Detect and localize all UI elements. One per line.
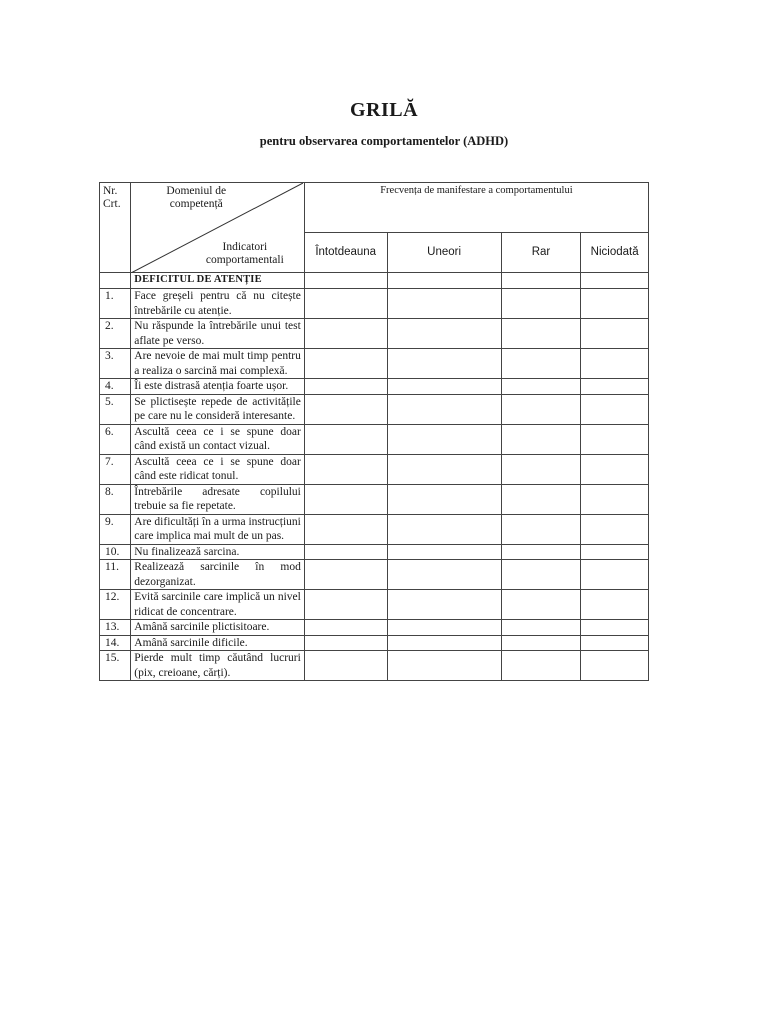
response-cell[interactable] xyxy=(387,273,501,289)
response-cell[interactable] xyxy=(501,560,581,590)
response-cell[interactable] xyxy=(304,635,387,651)
row-number: 7. xyxy=(100,454,131,484)
response-cell[interactable] xyxy=(581,620,649,636)
table-row xyxy=(100,349,649,379)
frequency-column-header: Uneori xyxy=(387,233,501,273)
behavior-indicator: Evită sarcinile care implică un nivel ridicat de concentrare. xyxy=(131,590,305,620)
response-cell[interactable] xyxy=(501,289,581,319)
response-cell[interactable] xyxy=(501,273,581,289)
response-cell[interactable] xyxy=(387,651,501,681)
response-cell[interactable] xyxy=(304,544,387,560)
domain-header: Domeniul de competență xyxy=(166,185,227,210)
response-cell[interactable] xyxy=(304,379,387,395)
response-cell[interactable] xyxy=(501,424,581,454)
row-number: 5. xyxy=(100,394,131,424)
table-row xyxy=(100,289,649,319)
response-cell[interactable] xyxy=(581,560,649,590)
row-number: 15. xyxy=(100,651,131,681)
table-row xyxy=(100,454,649,484)
table-row xyxy=(100,651,649,681)
response-cell[interactable] xyxy=(501,544,581,560)
frequency-column-header: Niciodată xyxy=(581,233,649,273)
section-row xyxy=(100,273,649,289)
response-cell[interactable] xyxy=(304,590,387,620)
response-cell[interactable] xyxy=(501,394,581,424)
row-number: 3. xyxy=(100,349,131,379)
behavior-indicator: Are nevoie de mai mult timp pentru a realiza o sarcină mai complexă. xyxy=(131,349,305,379)
frequency-column-header: Rar xyxy=(501,233,581,273)
response-cell[interactable] xyxy=(581,394,649,424)
response-cell[interactable] xyxy=(387,424,501,454)
response-cell[interactable] xyxy=(304,273,387,289)
row-number: 14. xyxy=(100,635,131,651)
response-cell[interactable] xyxy=(387,349,501,379)
response-cell[interactable] xyxy=(581,273,649,289)
response-cell[interactable] xyxy=(501,620,581,636)
response-cell[interactable] xyxy=(501,484,581,514)
behavior-indicator: Îi este distrasă atenția foarte ușor. xyxy=(131,379,305,395)
response-cell[interactable] xyxy=(304,620,387,636)
behavior-indicator: Întrebările adresate copilului trebuie sa fie repetate. xyxy=(131,484,305,514)
table-row xyxy=(100,635,649,651)
response-cell[interactable] xyxy=(581,635,649,651)
response-cell[interactable] xyxy=(304,651,387,681)
section-nr-cell xyxy=(100,273,131,289)
page-title: GRILĂ xyxy=(349,99,419,121)
response-cell[interactable] xyxy=(387,289,501,319)
response-cell[interactable] xyxy=(304,560,387,590)
response-cell[interactable] xyxy=(387,394,501,424)
observation-grid xyxy=(99,182,649,681)
behavior-indicator: Amână sarcinile dificile. xyxy=(131,635,305,651)
behavior-indicator: Se plictisește repede de activitățile pe care nu le consideră interesante. xyxy=(131,394,305,424)
response-cell[interactable] xyxy=(387,620,501,636)
row-number: 12. xyxy=(100,590,131,620)
response-cell[interactable] xyxy=(501,590,581,620)
response-cell[interactable] xyxy=(581,590,649,620)
response-cell[interactable] xyxy=(387,454,501,484)
table-row xyxy=(100,394,649,424)
table-row xyxy=(100,514,649,544)
table-row xyxy=(100,379,649,395)
row-number: 11. xyxy=(100,560,131,590)
response-cell[interactable] xyxy=(501,454,581,484)
table-row xyxy=(100,319,649,349)
response-cell[interactable] xyxy=(387,560,501,590)
response-cell[interactable] xyxy=(304,514,387,544)
row-number: 4. xyxy=(100,379,131,395)
behavior-indicator: Nu răspunde la întrebările unui test aflate pe verso. xyxy=(131,319,305,349)
row-number: 2. xyxy=(100,319,131,349)
response-cell[interactable] xyxy=(501,635,581,651)
response-cell[interactable] xyxy=(581,289,649,319)
response-cell[interactable] xyxy=(304,289,387,319)
response-cell[interactable] xyxy=(387,635,501,651)
behavior-indicator: Ascultă ceea ce i se spune doar când există un contact vizual. xyxy=(131,424,305,454)
response-cell[interactable] xyxy=(581,514,649,544)
response-cell[interactable] xyxy=(501,514,581,544)
row-number: 13. xyxy=(100,620,131,636)
response-cell[interactable] xyxy=(387,484,501,514)
response-cell[interactable] xyxy=(304,484,387,514)
response-cell[interactable] xyxy=(581,319,649,349)
behavior-indicator: Ascultă ceea ce i se spune doar când este ridicat tonul. xyxy=(131,454,305,484)
frequency-column-header: Întotdeauna xyxy=(304,233,387,273)
response-cell[interactable] xyxy=(304,349,387,379)
table-row xyxy=(100,424,649,454)
response-cell[interactable] xyxy=(387,590,501,620)
table-row xyxy=(100,484,649,514)
nr-crt-header: Nr. Crt. xyxy=(100,183,131,273)
page-subtitle: pentru observarea comportamentelor (ADHD) xyxy=(259,134,509,148)
response-cell[interactable] xyxy=(304,394,387,424)
response-cell[interactable] xyxy=(581,651,649,681)
row-number: 8. xyxy=(100,484,131,514)
response-cell[interactable] xyxy=(304,319,387,349)
row-number: 10. xyxy=(100,544,131,560)
behavior-indicator: Face greșeli pentru că nu citește întrebările cu atenție. xyxy=(131,289,305,319)
response-cell[interactable] xyxy=(501,651,581,681)
response-cell[interactable] xyxy=(501,349,581,379)
response-cell[interactable] xyxy=(581,544,649,560)
table-row xyxy=(100,560,649,590)
response-cell[interactable] xyxy=(581,484,649,514)
response-cell[interactable] xyxy=(581,454,649,484)
response-cell[interactable] xyxy=(387,319,501,349)
behavior-indicator: Amână sarcinile plictisitoare. xyxy=(131,620,305,636)
response-cell[interactable] xyxy=(581,349,649,379)
behavior-indicator: Pierde mult timp căutând lucruri (pix, creioane, cărți). xyxy=(131,651,305,681)
response-cell[interactable] xyxy=(387,544,501,560)
section-title: DEFICITUL DE ATENȚIE xyxy=(131,273,305,289)
behavior-indicator: Nu finalizează sarcina. xyxy=(131,544,305,560)
response-cell[interactable] xyxy=(501,319,581,349)
indicator-header: Indicatori comportamentali xyxy=(205,241,284,266)
response-cell[interactable] xyxy=(581,424,649,454)
response-cell[interactable] xyxy=(387,379,501,395)
table-row xyxy=(100,620,649,636)
behavior-indicator: Realizează sarcinile în mod dezorganizat. xyxy=(131,560,305,590)
row-number: 6. xyxy=(100,424,131,454)
response-cell[interactable] xyxy=(581,379,649,395)
response-cell[interactable] xyxy=(304,424,387,454)
table-row xyxy=(100,544,649,560)
behavior-indicator: Are dificultăți în a urma instrucțiuni care implica mai mult de un pas. xyxy=(131,514,305,544)
response-cell[interactable] xyxy=(304,454,387,484)
response-cell[interactable] xyxy=(501,379,581,395)
frequency-header: Frecvența de manifestare a comportamentului xyxy=(304,183,648,233)
row-number: 1. xyxy=(100,289,131,319)
response-cell[interactable] xyxy=(387,514,501,544)
domain-indicator-header xyxy=(131,183,305,273)
row-number: 9. xyxy=(100,514,131,544)
table-row xyxy=(100,590,649,620)
